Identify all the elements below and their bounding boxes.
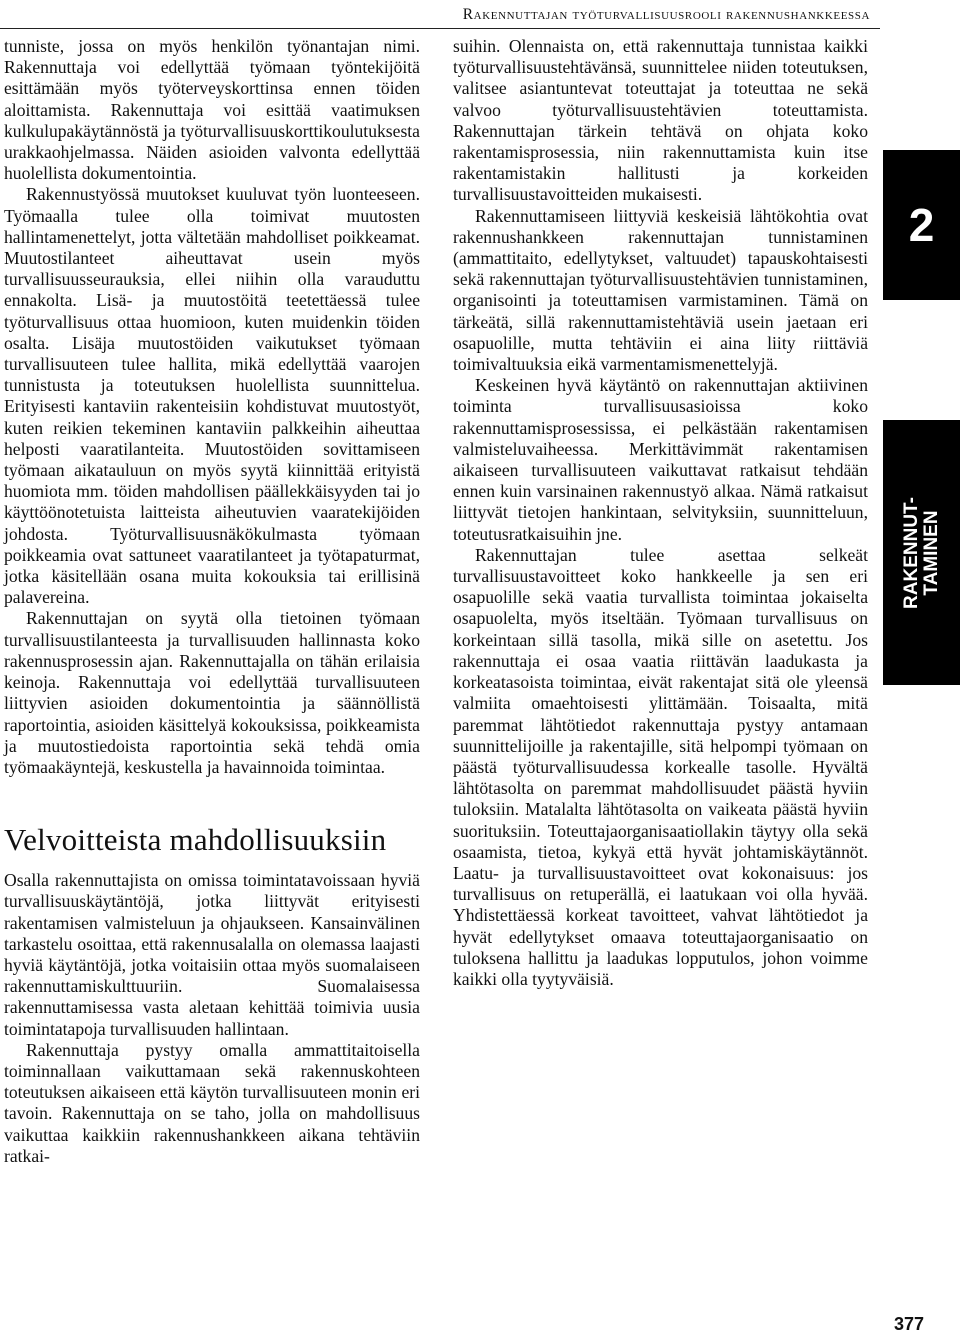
left-paragraph-2: Rakennustyössä muutokset kuuluvat työn luonteeseen. Työmaalla tulee olla toimivat muutosten hallintamenettelyt, jotta vältetään mahdolliset poikkeamat. Muutostilanteet aiheuttavat usein myös turvallisuusseurauksia, ellei niihin olla varauduttu ennakolta. Lisä- ja muutostöitä teetettäessä tulee työturvallisuus ottaa huomioon, kuten muidenkin töiden osalta. Lisäja muutostöiden vaikutukset työmaan turvallisuuteen tulee hallita, mikä edellyttää vaarojen tunnistusta ja toteutuksen huolellista suunnittelua. Erityisesti kantaviin rakenteisiin kohdistuvat muutostyöt, kuten reikien tekeminen kantaviin palkkeihin aiheuttaa helposti vaaratilanteita. Muutostöiden sovittamiseen työmaan aikatauluun on myös syytä kiinnittää erityistä huomiota mm. töiden mahdollisen päällekkäisyyden tai jo käyttöönotetuista laitteista aiheutuvien vaaratekijöiden johdosta. Työturvallisuusnäkökulmasta työmaan poikkeamia ovat sattuneet vaaratilanteet ja työtapaturmat, jotka käsitellään osana muita kokouksia tai erillisinä palavereina.: [4, 184, 420, 608]
left-paragraph-3: Rakennuttajan on syytä olla tietoinen työmaan turvallisuustilanteesta ja turvallisuuden hallinnasta koko rakennusprosessin ajan. Rakennuttajalla on tähän erilaisia keinoja. Rakennuttaja voi edellyttää turvallisuuteen liittyvien asioiden dokumentointia ja säännöllistä raportointia, asioiden käsittelyä kokouksissa, poikkeamista ja muutostiedoista raportointia sekä tehdä omia työmaakäyntejä, keskustella ja havainnoida toimintaa.: [4, 608, 420, 777]
right-paragraph-2: Rakennuttamiseen liittyviä keskeisiä lähtökohtia ovat rakennushankkeen rakennuttajan tunnistaminen (ammattitaito, edellytykset, valtuudet) tapauskohtaisesti sekä rakennuttajan työturvallisuustehtävien tunnistaminen, organisointi ja toteuttamisen varmistaminen. Tämä on tärkeätä, sillä rakennuttamistehtäviä usein jaetaan eri osapuolille, mutta tehtäviin ei aina liity riittäviä toimivaltuuksia eikä varmentamismenettelyjä.: [453, 205, 868, 375]
right-column: [453, 36, 868, 990]
section-tab: [883, 420, 960, 685]
right-paragraph-4: Rakennuttajan tulee asettaa selkeät turvallisuustavoitteet koko hankkeelle ja sen eri osapuolille sekä vaatia turvallista toimintaa jokaiselta osapuolelta, myös itseltään. Työmaan turvallisuus on korkeintaan sillä tasolla, mikä sille on asetettu. Jos rakennuttaja ei osaa vaatia riittävän laadukasta ja korkeatasoista toimintaa, eivät rakentajat sitä ole yleensä valmiita omaehtoisesti ylittämään. Toisaalta, mitä paremmat lähtötiedot rakennuttaja pystyy antamaan suunnittelijoille ja rakentajille, sitä helpompi työmaan on päästä työturvallisuudessa korkealle tasolle. Hyvältä lähtötasolta on paremmat mahdollisuudet päästä hyviin tuloksiin. Matalalta lähtötasolta on vaikeata päästä hyviin suorituksiin. Toteuttajaorganisaatiollakin täytyy olla sekä osaamista, tietoa, kykyä että hyvät johtamiskäytännöt. Laatu- ja turvallisuustavoitteet ovat kokonaisuus: jos turvallisuus on retuperällä, ei laatukaan voi olla hyvää. Yhdistettäessä korkeat tavoitteet, vahvat lähtötiedot ja hyvät edellytykset omaava toteuttajaorganisaatio on tuloksena hallittu ja laadukas lopputulos, johon voimme kaikki olla tyytyväisiä.: [453, 544, 868, 989]
left-paragraph-1: tunniste, jossa on myös henkilön työnantajan nimi. Rakennuttaja voi edellyttää työmaan työntekijöitä esittämään myös työterveyskorttinsa ennen töiden aloittamista. Rakennuttaja voi esittää vaatimuksen kulkulupakäytännöstä ja työturvallisuuskorttikoulutuksesta urakkaohjelmassa. Näiden asioiden valvonta edellyttää huolellista dokumentointia.: [4, 36, 420, 184]
section-tab-line-2: TAMINEN: [920, 509, 942, 596]
chapter-tab: [883, 150, 960, 300]
left-column: [4, 36, 420, 1167]
right-paragraph-1: suihin. Olennaista on, että rakennuttaja tunnistaa kaikki työturvallisuustehtävänsä, suunnittelee niiden toteutuksen, valitsee asiantuntevat toteuttajat ja toteuttaa ne sekä valvoo työturvallisuustehtävien toteuttamista. Rakennuttajan tärkein tehtävä on ohjata koko rakentamisprosessia, niin rakennuttamista kuin itse rakentamistakin hallitusti ja korkeiden turvallisuustavoitteiden mukaisesti.: [453, 36, 868, 205]
header-rule: [0, 28, 880, 29]
page-number: 377: [893, 1314, 924, 1334]
left-paragraph-5: Rakennuttaja pystyy omalla ammattitaitoisella toiminnallaan vaikuttamaan sekä rakennuskohteen toteutuksen aikaiseen että käytön turvallisuuteen monin eri tavoin. Rakennuttaja on se taho, jolla on mahdollisuus vaikuttaa kaikkiin rakennushankkeen aikana tehtäviin ratkai-: [4, 1039, 420, 1166]
chapter-number: 2: [908, 199, 935, 251]
left-paragraph-4: Osalla rakennuttajista on omissa toimintatavoissaan hyviä turvallisuuskäytäntöjä, jotka liittyvät erityisesti rakentamisen valmisteluun ja ohjaukseen. Kansainvälinen tarkastelu osoittaa, että rakennusalalla on olemassa laajasti hyviä käytäntöjä, jotka voitaisiin ottaa myös suomalaiseen rakennuttamiskulttuuriin. Suomalaisessa rakennuttamisessa vasta aletaan kehittää toimivia uusia toimintatapoja turvallisuuden hallintaan.: [4, 870, 420, 1039]
section-heading: Velvoitteista mahdollisuuksiin: [4, 822, 387, 858]
section-tab-line-1: RAKENNUT-: [900, 496, 922, 609]
right-paragraph-3: Keskeinen hyvä käytäntö on rakennuttajan aktiivinen toiminta turvallisuusasioissa koko rakennuttamisprosessissa, ei pelkästään rakentamisen valmisteluvaiheessa. Merkittävimmät rakentamisen aikaiseen turvallisuuteen vaikuttavat ratkaisut tehdään ennen kuin varsinainen rakennustyö alkaa. Nämä ratkaisut liittyvät tietojen hankintaan, selvityksiin, suunnitteluun, toteutusratkaisuihin jne.: [453, 375, 868, 544]
section-tab-label: [902, 497, 942, 609]
running-header: Rakennuttajan työturvallisuusrooli rakennushankkeessa: [462, 6, 870, 23]
